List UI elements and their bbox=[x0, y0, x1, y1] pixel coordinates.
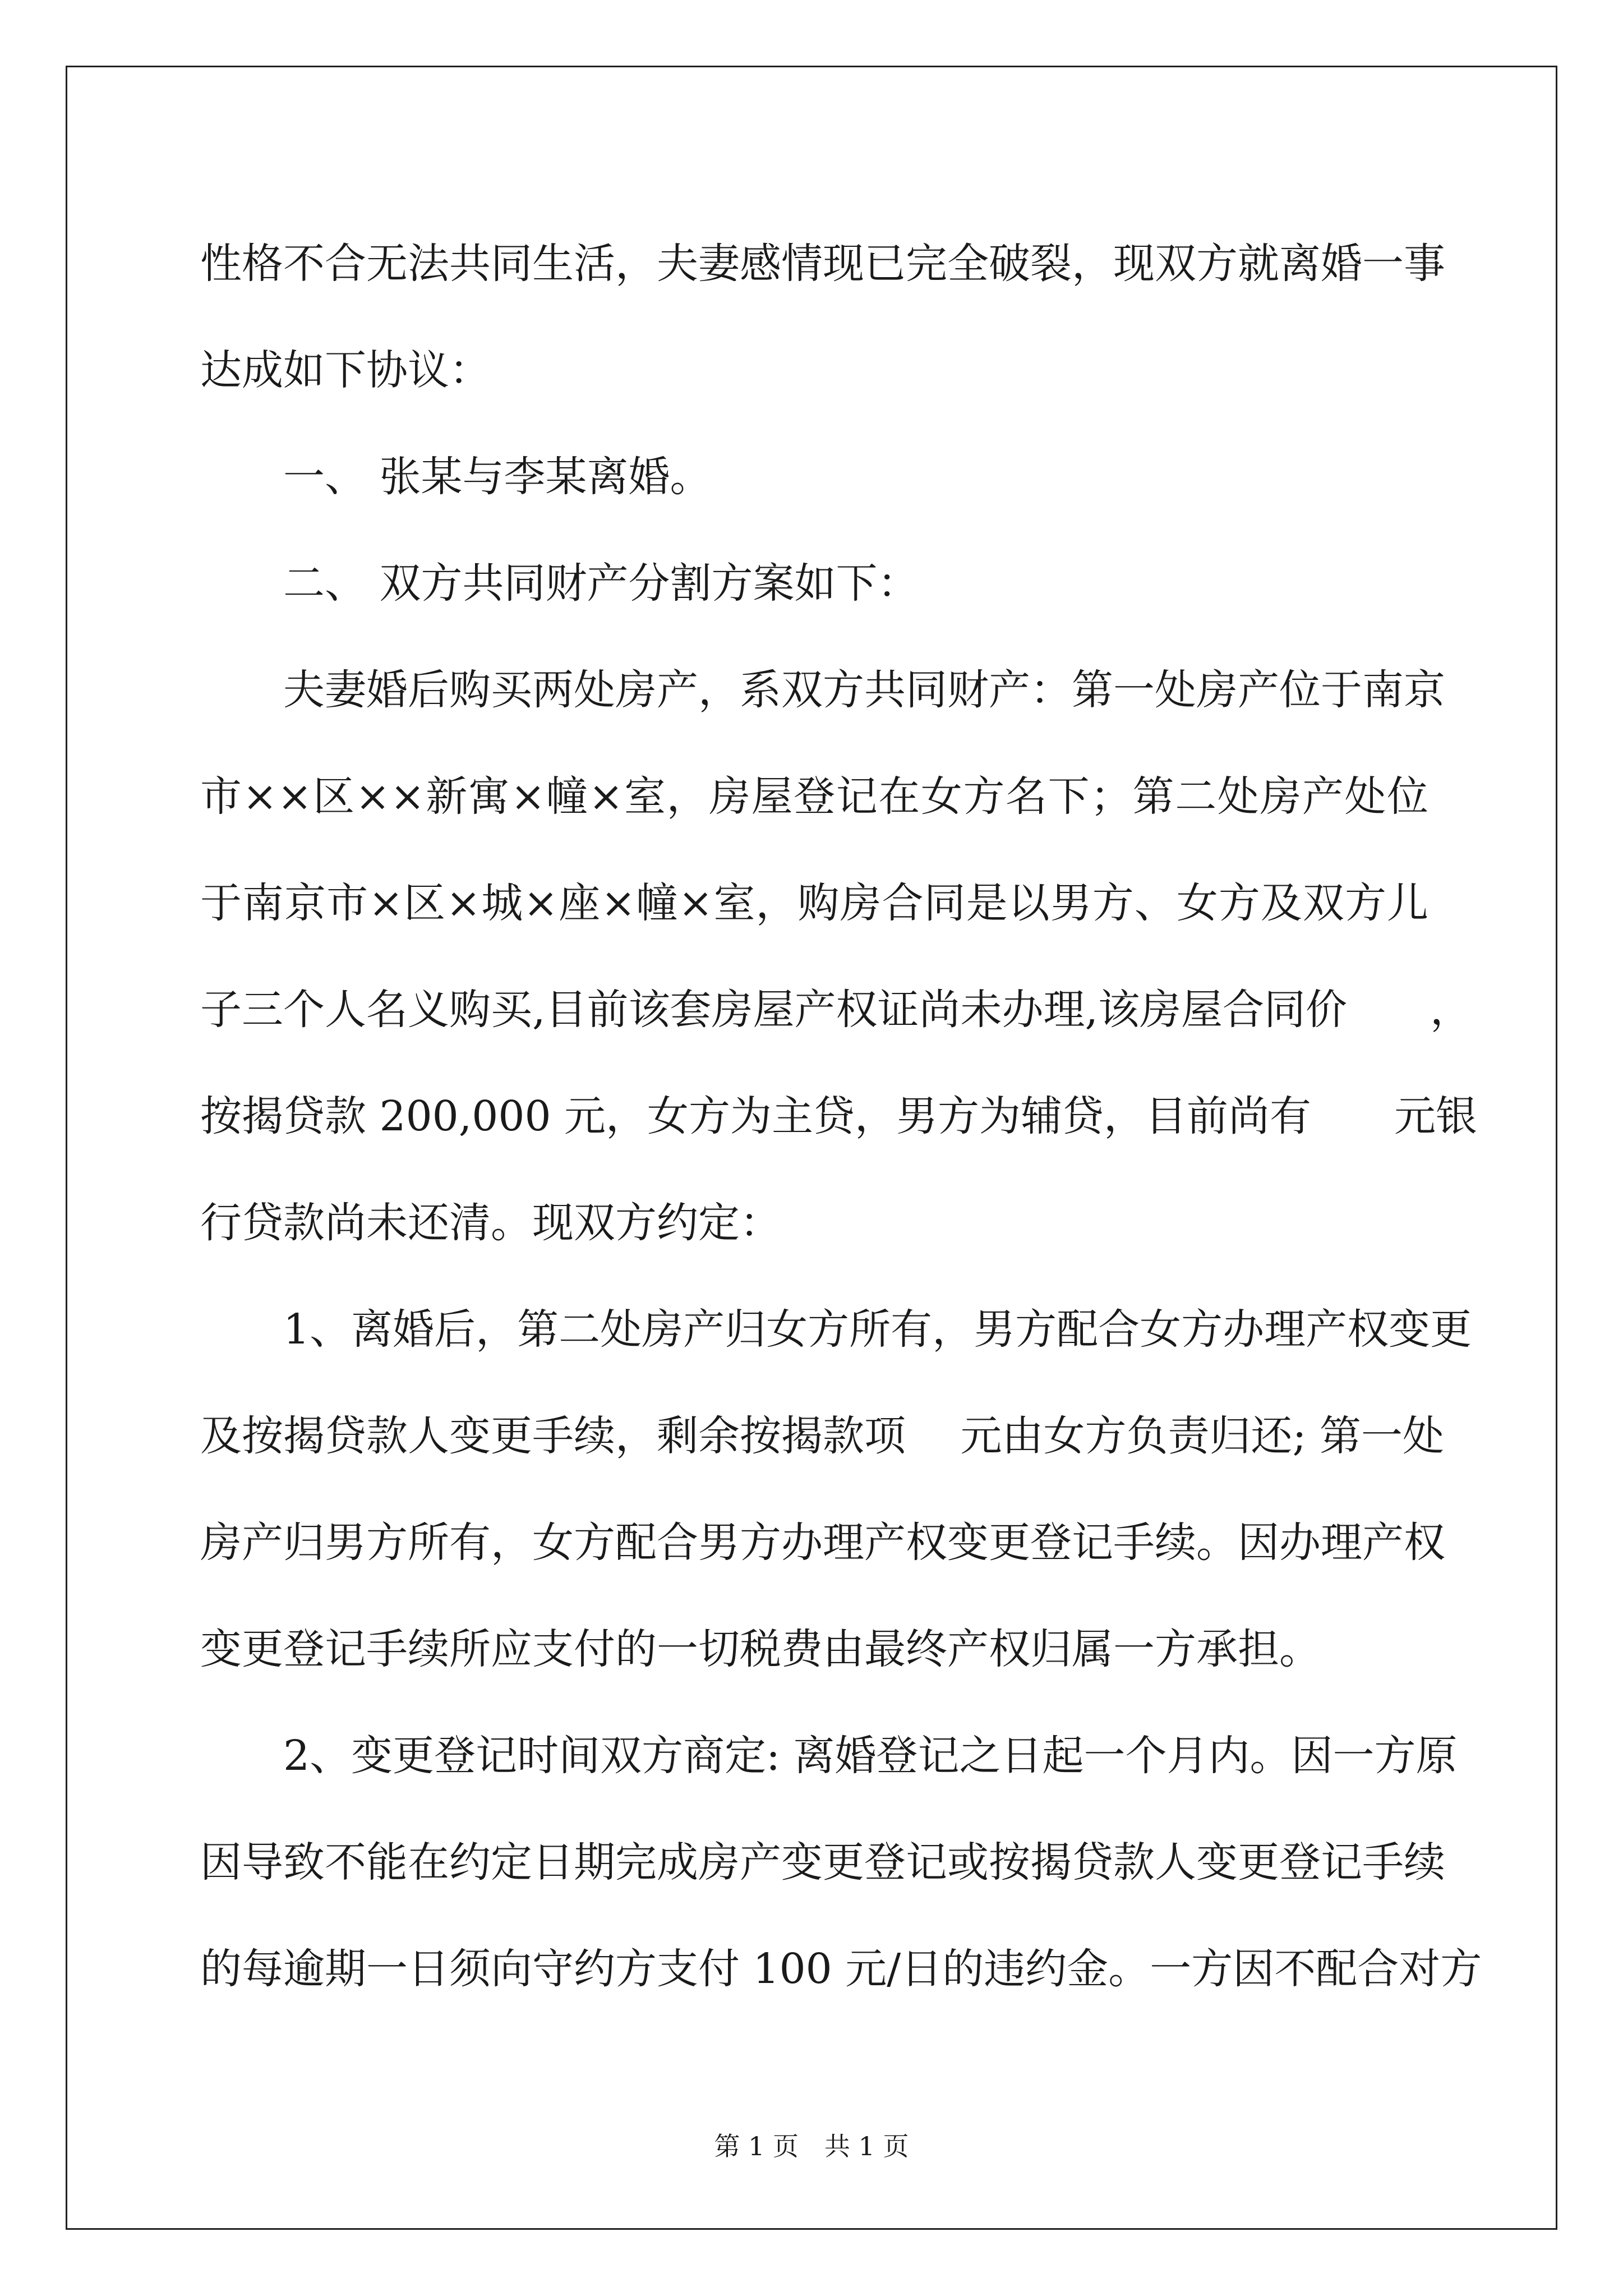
text-line: 达成如下协议： bbox=[200, 346, 491, 394]
text-line: 按揭贷款 200,000 元，女方为主贷，男方为辅贷，目前尚有 元银 bbox=[200, 1092, 1478, 1140]
text-line: 行贷款尚未还清。现双方约定： bbox=[200, 1199, 781, 1247]
page-footer: 第 1 页 共 1 页 bbox=[714, 2131, 909, 2161]
text-line: 变更登记手续所应支付的一切税费由最终产权归属一方承担。 bbox=[200, 1625, 1321, 1673]
text-line: 于南京市×区×城×座×幢×室，购房合同是以男方、女方及双方儿 bbox=[200, 879, 1428, 927]
text-line: 夫妻婚后购买两处房产，系双方共同财产：第一处房产位于南京 bbox=[283, 666, 1445, 714]
text-line: 因导致不能在约定日期完成房产变更登记或按揭贷款人变更登记手续 bbox=[200, 1838, 1445, 1887]
text-line: 一、 张某与李某离婚。 bbox=[283, 453, 712, 501]
text-line: 二、 双方共同财产分割方案如下： bbox=[283, 559, 919, 608]
document-body bbox=[200, 210, 1482, 2022]
text-line: 子三个人名义购买,目前该套房屋产权证尚未办理,该房屋合同价 ， bbox=[200, 986, 1472, 1034]
text-line: 市××区××新寓×幢×室，房屋登记在女方名下；第二处房产处位 bbox=[200, 772, 1428, 821]
text-line: 的每逾期一日须向守约方支付 100 元/日的违约金。一方因不配合对方 bbox=[200, 1945, 1482, 1993]
text-line: 及按揭贷款人变更手续，剩余按揭款项 元由女方负责归还; 第一处 bbox=[200, 1412, 1444, 1460]
text-line: 房产归男方所有，女方配合男方办理产权变更登记手续。因办理产权 bbox=[200, 1519, 1445, 1567]
text-line: 2、变更登记时间双方商定: 离婚登记之日起一个月内。因一方原 bbox=[283, 1732, 1458, 1780]
text-line: 1、离婚后，第二处房产归女方所有，男方配合女方办理产权变更 bbox=[283, 1305, 1472, 1354]
text-line: 性格不合无法共同生活，夫妻感情现已完全破裂，现双方就离婚一事 bbox=[200, 240, 1445, 288]
